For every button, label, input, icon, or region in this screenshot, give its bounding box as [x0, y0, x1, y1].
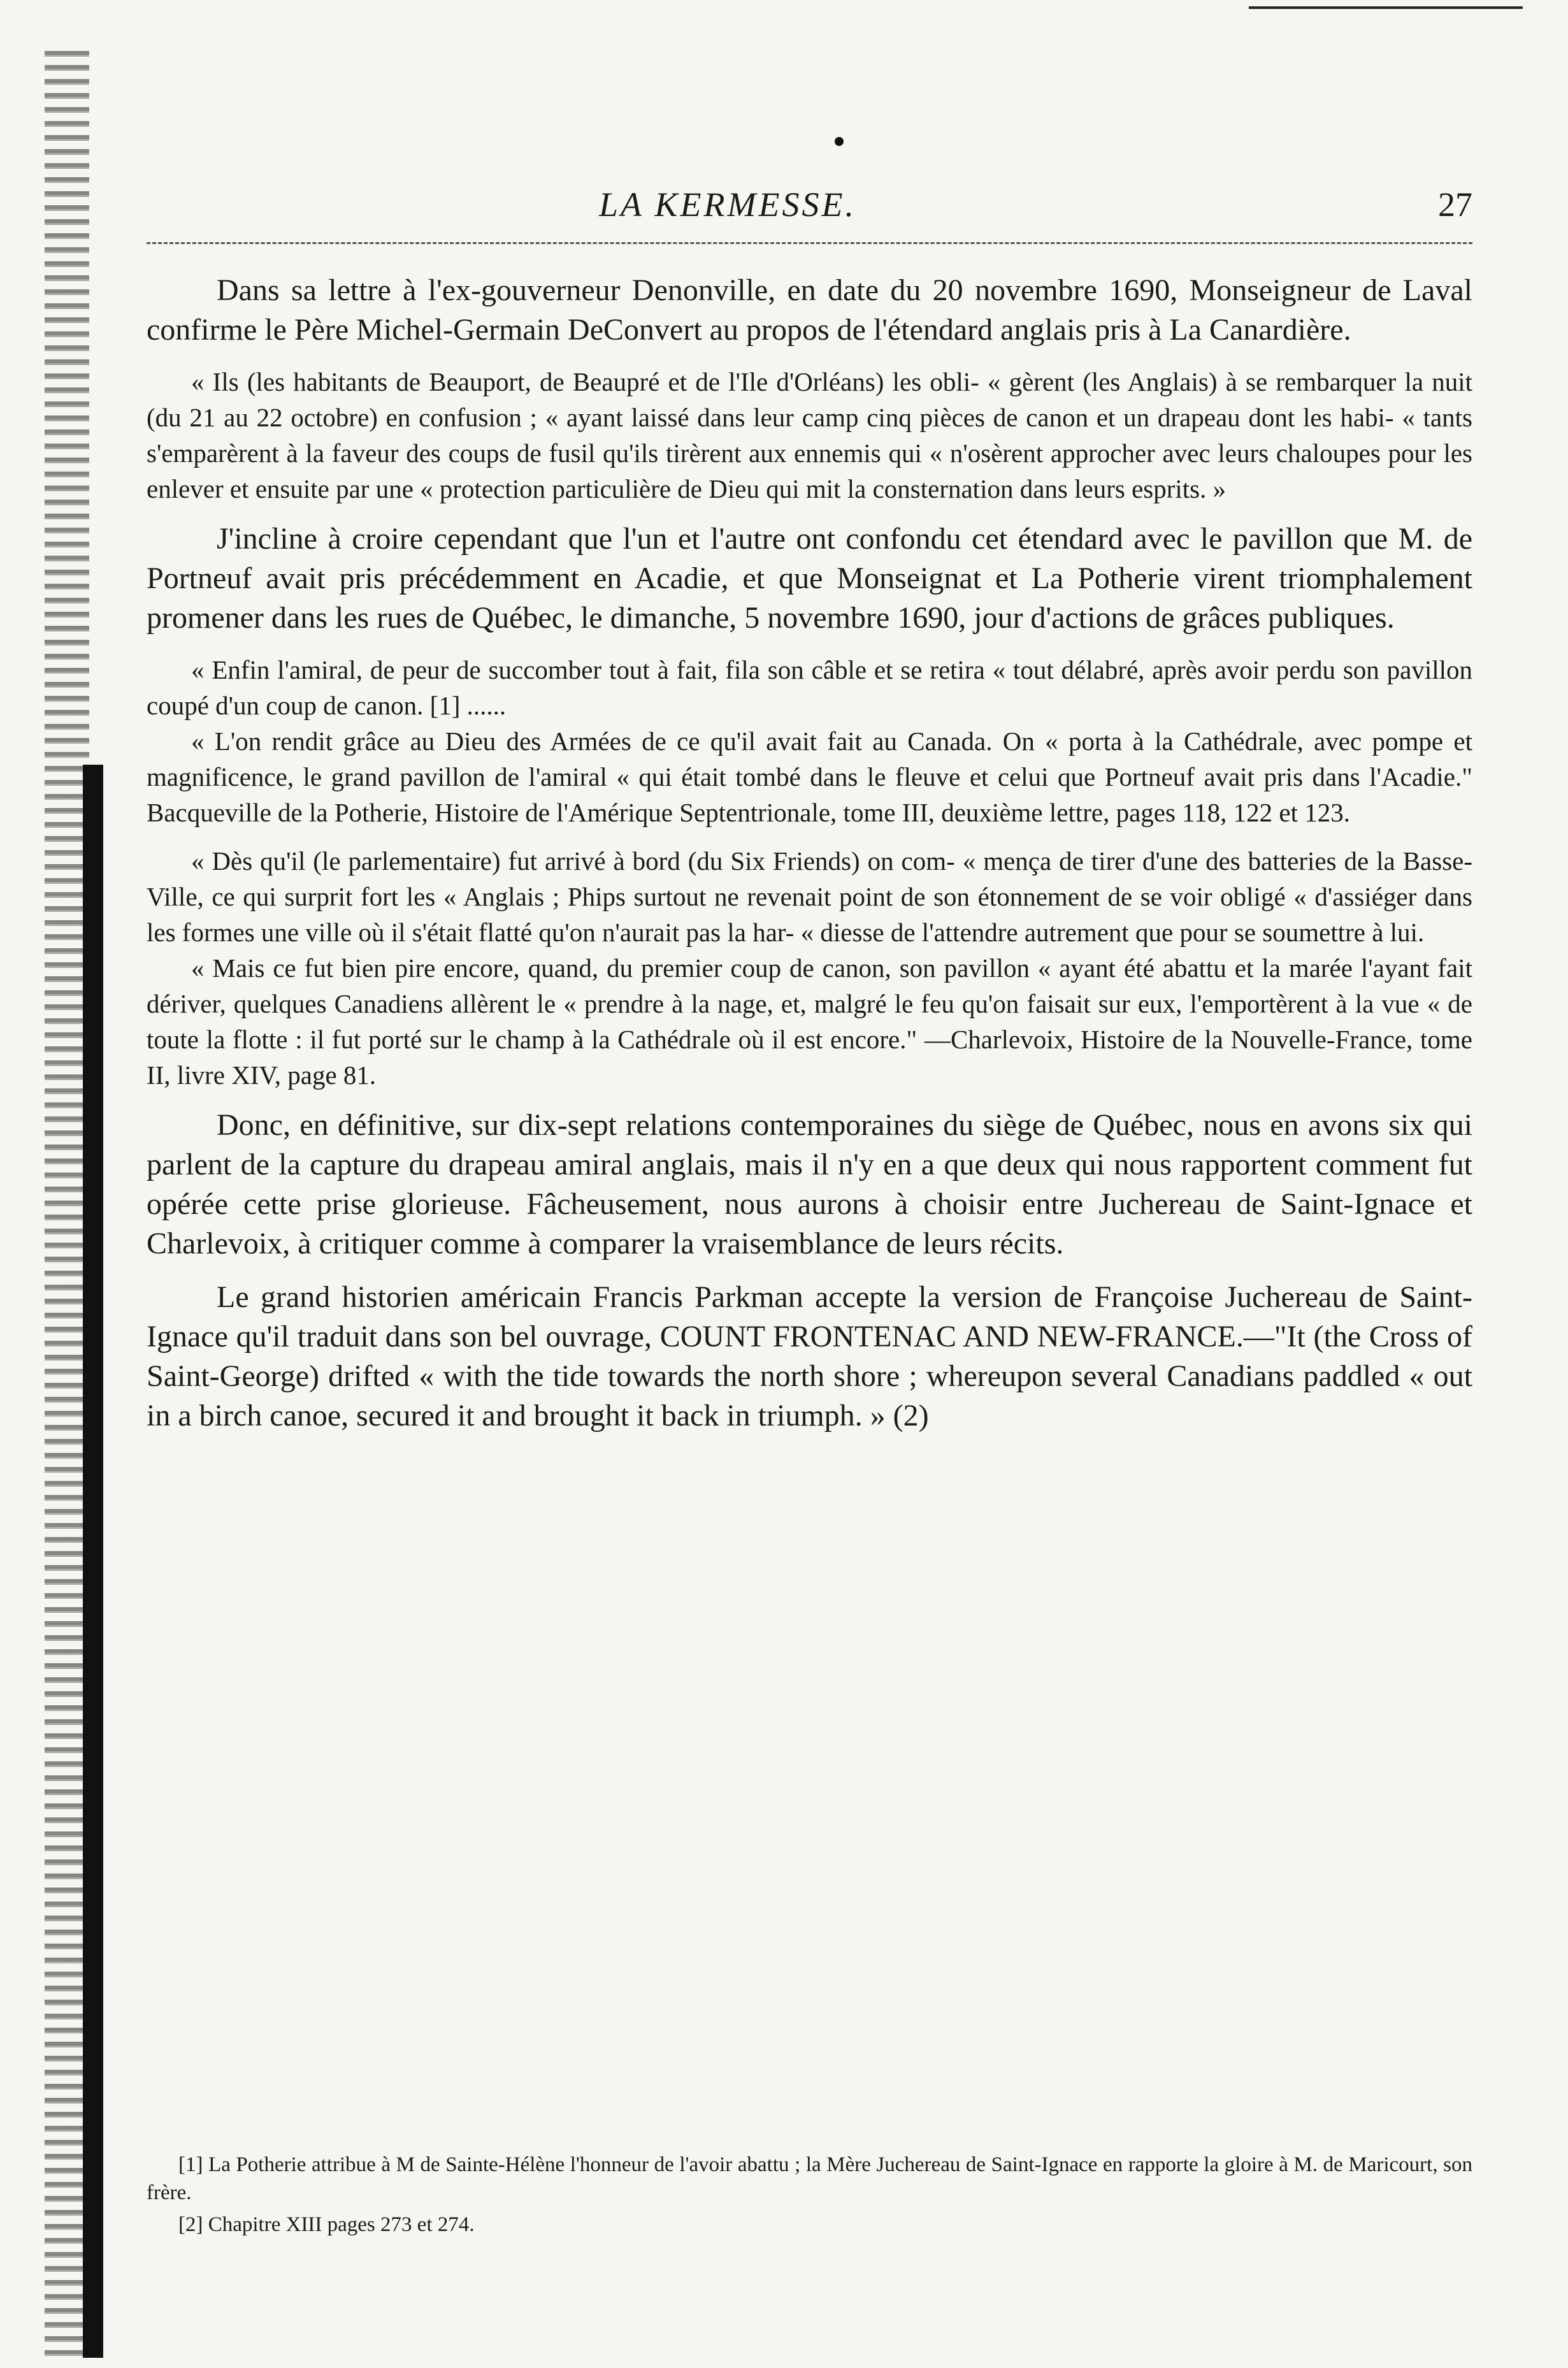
quote-potherie: « L'on rendit grâce au Dieu des Armées de ce qu'il avait fait au Canada. On « porta à la Cathédrale, avec pompe et magnificence, le grand pavillon de l'amiral « qui était tombé dans le fleuve et celui que Portneuf avait pris dans l'Acadie." Bacqueville de la Potherie, Histoire de l'Amérique Septentrionale, tome III, deuxième lettre, pages 118, 122 et 123.	[147, 726, 1472, 827]
header-rule	[147, 242, 1472, 244]
footnotes	[147, 2151, 1472, 2242]
quote-laval: « Ils (les habitants de Beauport, de Beaupré et de l'Ile d'Orléans) les obli- « gèrent (les Anglais) à se rembarquer la nuit (du 21 au 22 octobre) en confusion ; « ayant laissé dans leur camp cinq pièces de canon et un drapeau dont les habi- « tants s'emparèrent à la faveur des coups de fusil qu'ils tirèrent aux ennemis qui « n'osèrent approcher avec leurs chaloupes pour les enlever et ensuite par une « protection particulière de Dieu qui mit la consternation dans leurs esprits. »	[147, 367, 1472, 503]
paragraph-laval: Dans sa lettre à l'ex-gouverneur Denonville, en date du 20 novembre 1690, Monseigneur de Laval confirme le Père Michel-Germain DeConvert au propos de l'étendard anglais pris à La Canardière.	[147, 273, 1472, 347]
quote-amiral: « Enfin l'amiral, de peur de succomber tout à fait, fila son câble et se retira « tout délabré, après avoir perdu son pavillon coupé d'un coup de canon. [1] ......	[147, 655, 1472, 720]
running-title: LA KERMESSE.	[599, 185, 856, 224]
quote-parlementaire: « Dès qu'il (le parlementaire) fut arrivé à bord (du Six Friends) on com- « mença de tirer d'une des batteries de la Basse-Ville, ce qui surprit fort les « Anglais ; Phips surtout ne revenait point de son étonnement de se voir obligé « d'assiéger dans les formes une ville où il s'était flatté qu'on n'aurait pas la har- « diesse de l'attendre autrement que pour se soumettre à lui.	[147, 846, 1472, 947]
quote-charlevoix: « Mais ce fut bien pire encore, quand, du premier coup de canon, son pavillon « ayant été abattu et la marée l'ayant fait dériver, quelques Canadiens allèrent le « prendre à la nage, et, malgré le feu qu'on faisait sur eux, l'emportèrent à la vue « de toute la flotte : il fut porté sur le champ à la Cathédrale où il est encore." —Charlevoix, Histoire de la Nouvelle-France, tome II, livre XIV, page 81.	[147, 953, 1472, 1090]
footnote-2: [2] Chapitre XIII pages 273 et 274.	[178, 2213, 475, 2236]
scan-edge-binding	[83, 765, 103, 2358]
paragraph-portneuf: J'incline à croire cependant que l'un et l'autre ont confondu cet étendard avec le pavillon que M. de Portneuf avait pris précédemment en Acadie, et que Monseignat et La Potherie virent triomphalement promener dans les rues de Québec, le dimanche, 5 novembre 1690, jour d'actions de grâces publiques.	[147, 522, 1472, 635]
page-header	[147, 185, 1472, 236]
ink-dot	[835, 137, 844, 146]
paragraph-definitive: Donc, en définitive, sur dix-sept relations contemporaines du siège de Québec, nous en avons six qui parlent de la capture du drapeau amiral anglais, mais il n'y en a que deux qui nous rapportent comment fut opérée cette prise glorieuse. Fâcheusement, nous aurons à choisir entre Juchereau de Saint-Ignace et Charlevoix, à critiquer comme à comparer la vraisemblance de leurs récits.	[147, 1108, 1472, 1260]
scan-top-rule	[1249, 6, 1523, 9]
footnote-1: [1] La Potherie attribue à M de Sainte-Hélène l'honneur de l'avoir abattu ; la Mère Juchereau de Saint-Ignace en rapporte la gloire à M. de Maricourt, son frère.	[147, 2153, 1472, 2204]
paragraph-parkman: Le grand historien américain Francis Parkman accepte la version de Françoise Juchereau de Saint-Ignace qu'il traduit dans son bel ouvrage, COUNT FRONTENAC AND NEW-FRANCE.—"It (the Cross of Saint-George) drifted « with the tide towards the north shore ; whereupon several Canadians paddled « out in a birch canoe, secured it and brought it back in triumph. » (2)	[147, 1280, 1472, 1433]
main-text	[147, 271, 1472, 1450]
page-number: 27	[1438, 185, 1472, 224]
